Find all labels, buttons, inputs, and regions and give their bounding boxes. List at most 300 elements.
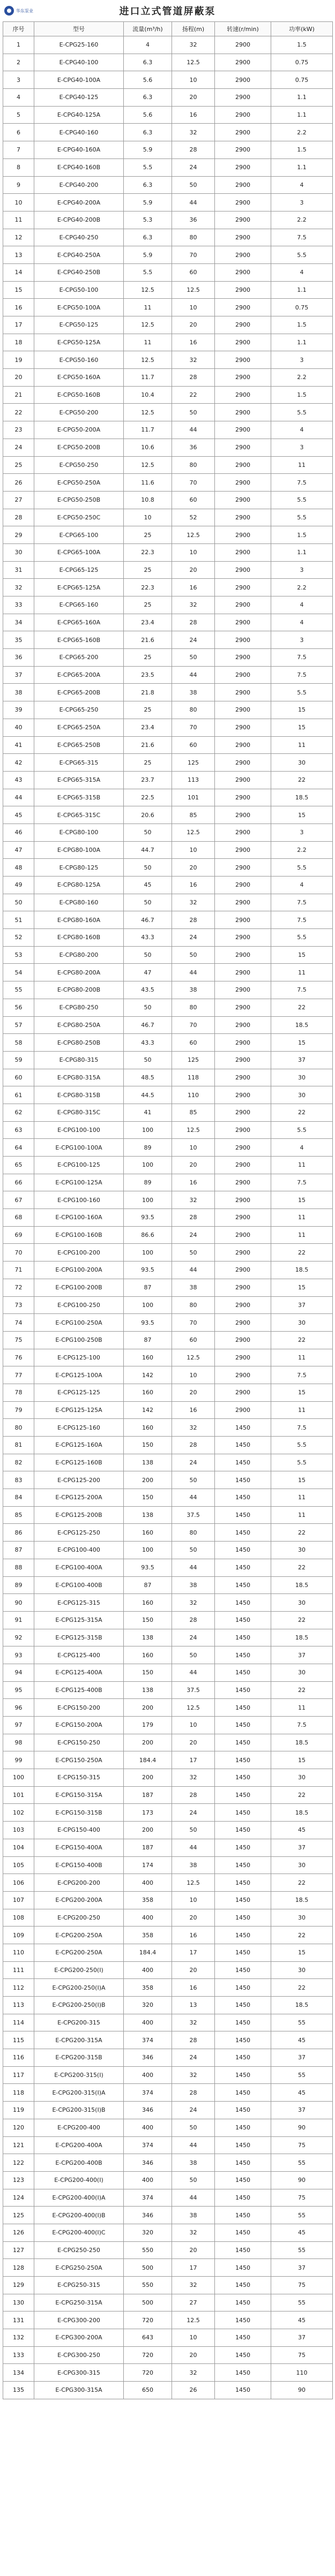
cell-head: 20 bbox=[172, 859, 215, 877]
cell-speed: 1450 bbox=[215, 2277, 271, 2294]
table-row bbox=[3, 1226, 333, 1244]
cell-speed: 1450 bbox=[215, 1419, 271, 1437]
table-row bbox=[3, 509, 333, 526]
cell-index: 89 bbox=[3, 1576, 34, 1594]
table-row bbox=[3, 526, 333, 544]
cell-head: 20 bbox=[172, 1909, 215, 1927]
cell-speed: 2900 bbox=[215, 299, 271, 316]
cell-model: E-CPG65-160 bbox=[34, 596, 124, 614]
table-row bbox=[3, 1174, 333, 1191]
cell-head: 20 bbox=[172, 2346, 215, 2364]
cell-head: 26 bbox=[172, 2382, 215, 2399]
table-row bbox=[3, 1296, 333, 1314]
cell-model: E-CPG40-160A bbox=[34, 141, 124, 159]
cell-flow: 20.6 bbox=[124, 806, 172, 824]
cell-index: 66 bbox=[3, 1174, 34, 1191]
cell-speed: 2900 bbox=[215, 999, 271, 1016]
table-row bbox=[3, 158, 333, 176]
cell-flow: 160 bbox=[124, 1594, 172, 1612]
cell-power: 2.2 bbox=[271, 841, 333, 859]
cell-power: 22 bbox=[271, 999, 333, 1016]
cell-flow: 179 bbox=[124, 1717, 172, 1734]
col-header-head: 扬程(m) bbox=[172, 22, 215, 36]
cell-head: 60 bbox=[172, 263, 215, 281]
cell-head: 16 bbox=[172, 1401, 215, 1419]
cell-model: E-CPG65-200B bbox=[34, 684, 124, 701]
cell-index: 34 bbox=[3, 614, 34, 631]
cell-power: 18.5 bbox=[271, 1804, 333, 1822]
cell-model: E-CPG300-200A bbox=[34, 2329, 124, 2347]
cell-power: 45 bbox=[271, 2311, 333, 2329]
cell-index: 8 bbox=[3, 158, 34, 176]
cell-model: E-CPG125-315 bbox=[34, 1594, 124, 1612]
cell-model: E-CPG80-125 bbox=[34, 859, 124, 877]
table-row bbox=[3, 1471, 333, 1489]
cell-speed: 1450 bbox=[215, 1997, 271, 2014]
cell-index: 17 bbox=[3, 316, 34, 334]
cell-speed: 1450 bbox=[215, 1542, 271, 1559]
cell-power: 22 bbox=[271, 1331, 333, 1349]
cell-speed: 2900 bbox=[215, 158, 271, 176]
cell-flow: 12.5 bbox=[124, 316, 172, 334]
company-logo bbox=[4, 4, 39, 17]
cell-power: 18.5 bbox=[271, 1016, 333, 1034]
cell-speed: 2900 bbox=[215, 1016, 271, 1034]
table-row bbox=[3, 771, 333, 789]
cell-power: 11 bbox=[271, 1226, 333, 1244]
cell-model: E-CPG200-250(I)A bbox=[34, 1979, 124, 1997]
cell-model: E-CPG50-160B bbox=[34, 386, 124, 404]
cell-index: 61 bbox=[3, 1086, 34, 1104]
cell-power: 45 bbox=[271, 2224, 333, 2241]
cell-speed: 2900 bbox=[215, 929, 271, 947]
cell-index: 29 bbox=[3, 526, 34, 544]
cell-power: 7.5 bbox=[271, 229, 333, 246]
cell-speed: 2900 bbox=[215, 334, 271, 351]
cell-flow: 720 bbox=[124, 2311, 172, 2329]
cell-head: 17 bbox=[172, 1751, 215, 1769]
cell-index: 22 bbox=[3, 404, 34, 421]
table-row bbox=[3, 1366, 333, 1384]
cell-speed: 1450 bbox=[215, 1927, 271, 1944]
cell-head: 36 bbox=[172, 439, 215, 456]
cell-model: E-CPG100-200B bbox=[34, 1279, 124, 1296]
cell-speed: 2900 bbox=[215, 561, 271, 579]
cell-flow: 100 bbox=[124, 1121, 172, 1139]
cell-speed: 2900 bbox=[215, 1349, 271, 1366]
cell-index: 23 bbox=[3, 421, 34, 439]
cell-flow: 358 bbox=[124, 1979, 172, 1997]
cell-speed: 2900 bbox=[215, 841, 271, 859]
cell-model: E-CPG65-200A bbox=[34, 666, 124, 684]
cell-flow: 374 bbox=[124, 2136, 172, 2154]
table-row bbox=[3, 543, 333, 561]
cell-model: E-CPG65-250 bbox=[34, 701, 124, 719]
cell-model: E-CPG40-200 bbox=[34, 176, 124, 194]
table-row bbox=[3, 2119, 333, 2136]
cell-model: E-CPG200-315(I)B bbox=[34, 2102, 124, 2119]
cell-speed: 1450 bbox=[215, 1961, 271, 1979]
cell-model: E-CPG80-100 bbox=[34, 824, 124, 841]
cell-power: 90 bbox=[271, 2382, 333, 2399]
cell-speed: 2900 bbox=[215, 1261, 271, 1279]
cell-power: 7.5 bbox=[271, 1419, 333, 1437]
table-row bbox=[3, 1016, 333, 1034]
table-row bbox=[3, 1069, 333, 1086]
table-row bbox=[3, 1384, 333, 1401]
cell-head: 10 bbox=[172, 841, 215, 859]
cell-model: E-CPG150-200A bbox=[34, 1717, 124, 1734]
cell-flow: 138 bbox=[124, 1681, 172, 1699]
cell-head: 37.5 bbox=[172, 1681, 215, 1699]
cell-model: E-CPG200-315 bbox=[34, 2014, 124, 2031]
cell-power: 37 bbox=[271, 1296, 333, 1314]
cell-flow: 23.5 bbox=[124, 666, 172, 684]
cell-power: 11 bbox=[271, 1349, 333, 1366]
cell-speed: 1450 bbox=[215, 1751, 271, 1769]
cell-model: E-CPG65-315C bbox=[34, 806, 124, 824]
cell-model: E-CPG125-200 bbox=[34, 1471, 124, 1489]
cell-power: 5.5 bbox=[271, 1121, 333, 1139]
cell-index: 105 bbox=[3, 1856, 34, 1874]
cell-flow: 138 bbox=[124, 1629, 172, 1646]
cell-index: 50 bbox=[3, 894, 34, 911]
cell-power: 55 bbox=[271, 2154, 333, 2172]
cell-head: 24 bbox=[172, 2049, 215, 2067]
cell-flow: 47 bbox=[124, 964, 172, 981]
cell-head: 28 bbox=[172, 614, 215, 631]
cell-speed: 2900 bbox=[215, 36, 271, 54]
cell-index: 96 bbox=[3, 1699, 34, 1717]
cell-model: E-CPG100-125 bbox=[34, 1157, 124, 1174]
cell-index: 21 bbox=[3, 386, 34, 404]
cell-flow: 21.6 bbox=[124, 631, 172, 649]
cell-speed: 2900 bbox=[215, 351, 271, 369]
cell-index: 10 bbox=[3, 194, 34, 211]
table-row bbox=[3, 263, 333, 281]
table-row bbox=[3, 1717, 333, 1734]
cell-index: 119 bbox=[3, 2102, 34, 2119]
cell-speed: 1450 bbox=[215, 2224, 271, 2241]
table-row bbox=[3, 1209, 333, 1227]
table-row bbox=[3, 596, 333, 614]
cell-model: E-CPG40-250 bbox=[34, 229, 124, 246]
cell-flow: 160 bbox=[124, 1384, 172, 1401]
cell-head: 50 bbox=[172, 1822, 215, 1839]
cell-speed: 1450 bbox=[215, 2329, 271, 2347]
cell-flow: 720 bbox=[124, 2346, 172, 2364]
cell-flow: 150 bbox=[124, 1611, 172, 1629]
cell-head: 28 bbox=[172, 1437, 215, 1454]
cell-speed: 1450 bbox=[215, 1769, 271, 1787]
cell-index: 76 bbox=[3, 1349, 34, 1366]
cell-flow: 200 bbox=[124, 1699, 172, 1717]
cell-speed: 2900 bbox=[215, 124, 271, 141]
cell-model: E-CPG125-315B bbox=[34, 1629, 124, 1646]
cell-flow: 50 bbox=[124, 894, 172, 911]
cell-flow: 374 bbox=[124, 2189, 172, 2207]
table-row bbox=[3, 1751, 333, 1769]
table-row bbox=[3, 1909, 333, 1927]
cell-index: 54 bbox=[3, 964, 34, 981]
cell-model: E-CPG40-200A bbox=[34, 194, 124, 211]
cell-speed: 2900 bbox=[215, 666, 271, 684]
cell-flow: 160 bbox=[124, 1524, 172, 1542]
cell-model: E-CPG200-400(I)C bbox=[34, 2224, 124, 2241]
cell-index: 39 bbox=[3, 701, 34, 719]
cell-power: 0.75 bbox=[271, 71, 333, 89]
cell-power: 30 bbox=[271, 1961, 333, 1979]
cell-index: 128 bbox=[3, 2259, 34, 2277]
table-row bbox=[3, 2329, 333, 2347]
cell-model: E-CPG125-160B bbox=[34, 1454, 124, 1471]
cell-power: 15 bbox=[271, 1384, 333, 1401]
cell-index: 37 bbox=[3, 666, 34, 684]
cell-power: 18.5 bbox=[271, 1997, 333, 2014]
table-row bbox=[3, 964, 333, 981]
cell-power: 11 bbox=[271, 964, 333, 981]
cell-head: 16 bbox=[172, 1927, 215, 1944]
cell-power: 30 bbox=[271, 1856, 333, 1874]
cell-index: 130 bbox=[3, 2294, 34, 2311]
col-header-model: 型号 bbox=[34, 22, 124, 36]
cell-power: 37 bbox=[271, 1051, 333, 1069]
cell-head: 24 bbox=[172, 1226, 215, 1244]
cell-power: 55 bbox=[271, 2207, 333, 2224]
cell-head: 22 bbox=[172, 386, 215, 404]
cell-index: 73 bbox=[3, 1296, 34, 1314]
cell-index: 126 bbox=[3, 2224, 34, 2241]
cell-flow: 720 bbox=[124, 2364, 172, 2382]
cell-power: 4 bbox=[271, 176, 333, 194]
cell-flow: 23.4 bbox=[124, 719, 172, 736]
cell-model: E-CPG150-400B bbox=[34, 1856, 124, 1874]
cell-power: 15 bbox=[271, 1751, 333, 1769]
cell-head: 80 bbox=[172, 456, 215, 474]
cell-power: 22 bbox=[271, 1559, 333, 1576]
cell-head: 32 bbox=[172, 36, 215, 54]
cell-flow: 23.4 bbox=[124, 614, 172, 631]
cell-model: E-CPG125-400 bbox=[34, 1646, 124, 1664]
table-row bbox=[3, 1454, 333, 1471]
cell-index: 122 bbox=[3, 2154, 34, 2172]
cell-speed: 2900 bbox=[215, 1174, 271, 1191]
cell-speed: 2900 bbox=[215, 1366, 271, 1384]
logo-text: 华东泵业 bbox=[16, 8, 33, 13]
table-row bbox=[3, 911, 333, 929]
table-row bbox=[3, 2224, 333, 2241]
cell-speed: 2900 bbox=[215, 141, 271, 159]
cell-index: 77 bbox=[3, 1366, 34, 1384]
table-row bbox=[3, 561, 333, 579]
cell-head: 80 bbox=[172, 701, 215, 719]
cell-index: 58 bbox=[3, 1034, 34, 1052]
cell-head: 44 bbox=[172, 666, 215, 684]
cell-head: 20 bbox=[172, 2241, 215, 2259]
cell-flow: 25 bbox=[124, 596, 172, 614]
cell-head: 12.5 bbox=[172, 824, 215, 841]
cell-flow: 50 bbox=[124, 859, 172, 877]
cell-flow: 5.9 bbox=[124, 246, 172, 264]
cell-flow: 50 bbox=[124, 1051, 172, 1069]
cell-model: E-CPG80-315 bbox=[34, 1051, 124, 1069]
cell-speed: 1450 bbox=[215, 1944, 271, 1961]
cell-index: 69 bbox=[3, 1226, 34, 1244]
cell-speed: 2900 bbox=[215, 1086, 271, 1104]
cell-index: 46 bbox=[3, 824, 34, 841]
cell-speed: 2900 bbox=[215, 404, 271, 421]
cell-model: E-CPG50-160 bbox=[34, 351, 124, 369]
cell-power: 75 bbox=[271, 2346, 333, 2364]
cell-speed: 1450 bbox=[215, 2014, 271, 2031]
cell-power: 3 bbox=[271, 561, 333, 579]
cell-speed: 2900 bbox=[215, 1069, 271, 1086]
cell-model: E-CPG80-160B bbox=[34, 929, 124, 947]
cell-head: 28 bbox=[172, 911, 215, 929]
table-row bbox=[3, 211, 333, 229]
cell-flow: 48.5 bbox=[124, 1069, 172, 1086]
cell-flow: 174 bbox=[124, 1856, 172, 1874]
cell-power: 7.5 bbox=[271, 474, 333, 492]
cell-model: E-CPG100-160 bbox=[34, 1191, 124, 1209]
table-row bbox=[3, 1874, 333, 1892]
cell-flow: 150 bbox=[124, 1489, 172, 1507]
cell-speed: 1450 bbox=[215, 1786, 271, 1804]
cell-speed: 2900 bbox=[215, 316, 271, 334]
table-row bbox=[3, 1769, 333, 1787]
cell-speed: 1450 bbox=[215, 2346, 271, 2364]
cell-flow: 22.3 bbox=[124, 579, 172, 596]
cell-model: E-CPG200-400 bbox=[34, 2119, 124, 2136]
cell-head: 10 bbox=[172, 299, 215, 316]
cell-flow: 5.5 bbox=[124, 158, 172, 176]
cell-model: E-CPG80-250 bbox=[34, 999, 124, 1016]
cell-flow: 100 bbox=[124, 1191, 172, 1209]
cell-index: 114 bbox=[3, 2014, 34, 2031]
cell-speed: 2900 bbox=[215, 631, 271, 649]
cell-speed: 2900 bbox=[215, 596, 271, 614]
table-row bbox=[3, 1979, 333, 1997]
cell-power: 1.1 bbox=[271, 543, 333, 561]
cell-power: 11 bbox=[271, 1699, 333, 1717]
cell-index: 70 bbox=[3, 1244, 34, 1261]
table-row bbox=[3, 666, 333, 684]
cell-power: 1.1 bbox=[271, 158, 333, 176]
cell-index: 81 bbox=[3, 1437, 34, 1454]
table-row bbox=[3, 124, 333, 141]
cell-model: E-CPG100-250A bbox=[34, 1314, 124, 1332]
table-row bbox=[3, 1104, 333, 1121]
table-row bbox=[3, 474, 333, 492]
cell-model: E-CPG100-250B bbox=[34, 1331, 124, 1349]
cell-head: 24 bbox=[172, 1629, 215, 1646]
cell-head: 10 bbox=[172, 543, 215, 561]
cell-speed: 2900 bbox=[215, 649, 271, 667]
cell-model: E-CPG250-250A bbox=[34, 2259, 124, 2277]
cell-head: 85 bbox=[172, 1104, 215, 1121]
cell-flow: 184.4 bbox=[124, 1751, 172, 1769]
cell-speed: 1450 bbox=[215, 1822, 271, 1839]
cell-power: 15 bbox=[271, 719, 333, 736]
cell-speed: 1450 bbox=[215, 2066, 271, 2084]
cell-head: 44 bbox=[172, 1489, 215, 1507]
cell-power: 2.2 bbox=[271, 124, 333, 141]
cell-speed: 1450 bbox=[215, 1437, 271, 1454]
cell-model: E-CPG80-315B bbox=[34, 1086, 124, 1104]
table-body bbox=[3, 36, 333, 2399]
cell-flow: 23.7 bbox=[124, 771, 172, 789]
cell-index: 4 bbox=[3, 89, 34, 107]
cell-head: 113 bbox=[172, 771, 215, 789]
cell-speed: 1450 bbox=[215, 2311, 271, 2329]
cell-flow: 5.9 bbox=[124, 141, 172, 159]
cell-flow: 4 bbox=[124, 36, 172, 54]
table-row bbox=[3, 1034, 333, 1052]
cell-model: E-CPG50-125A bbox=[34, 334, 124, 351]
cell-model: E-CPG125-250 bbox=[34, 1524, 124, 1542]
cell-head: 12.5 bbox=[172, 1349, 215, 1366]
cell-head: 17 bbox=[172, 1944, 215, 1961]
table-row bbox=[3, 1279, 333, 1296]
cell-model: E-CPG65-125 bbox=[34, 561, 124, 579]
cell-power: 0.75 bbox=[271, 54, 333, 71]
cell-index: 60 bbox=[3, 1069, 34, 1086]
table-row bbox=[3, 141, 333, 159]
cell-flow: 320 bbox=[124, 1997, 172, 2014]
cell-index: 127 bbox=[3, 2241, 34, 2259]
cell-speed: 2900 bbox=[215, 579, 271, 596]
cell-power: 5.5 bbox=[271, 1454, 333, 1471]
cell-power: 75 bbox=[271, 2136, 333, 2154]
cell-flow: 41 bbox=[124, 1104, 172, 1121]
cell-speed: 2900 bbox=[215, 1139, 271, 1157]
cell-index: 40 bbox=[3, 719, 34, 736]
cell-speed: 2900 bbox=[215, 946, 271, 964]
cell-flow: 184.4 bbox=[124, 1944, 172, 1961]
cell-model: E-CPG80-200A bbox=[34, 964, 124, 981]
cell-model: E-CPG100-160A bbox=[34, 1209, 124, 1227]
cell-power: 1.1 bbox=[271, 334, 333, 351]
cell-power: 22 bbox=[271, 1927, 333, 1944]
cell-flow: 358 bbox=[124, 1891, 172, 1909]
cell-model: E-CPG65-100 bbox=[34, 526, 124, 544]
cell-flow: 643 bbox=[124, 2329, 172, 2347]
cell-power: 18.5 bbox=[271, 1576, 333, 1594]
table-row bbox=[3, 1419, 333, 1437]
cell-speed: 2900 bbox=[215, 474, 271, 492]
cell-model: E-CPG100-400B bbox=[34, 1576, 124, 1594]
table-row bbox=[3, 351, 333, 369]
cell-speed: 2900 bbox=[215, 964, 271, 981]
cell-index: 24 bbox=[3, 439, 34, 456]
cell-index: 38 bbox=[3, 684, 34, 701]
cell-power: 1.1 bbox=[271, 106, 333, 124]
cell-power: 45 bbox=[271, 1822, 333, 1839]
cell-power: 15 bbox=[271, 1471, 333, 1489]
table-row bbox=[3, 1542, 333, 1559]
cell-index: 84 bbox=[3, 1489, 34, 1507]
cell-speed: 2900 bbox=[215, 1331, 271, 1349]
cell-head: 32 bbox=[172, 351, 215, 369]
cell-speed: 1450 bbox=[215, 2049, 271, 2067]
cell-head: 80 bbox=[172, 229, 215, 246]
cell-flow: 25 bbox=[124, 561, 172, 579]
cell-index: 134 bbox=[3, 2364, 34, 2382]
cell-head: 20 bbox=[172, 1734, 215, 1751]
cell-speed: 1450 bbox=[215, 1856, 271, 1874]
cell-power: 18.5 bbox=[271, 1261, 333, 1279]
cell-speed: 1450 bbox=[215, 2084, 271, 2102]
